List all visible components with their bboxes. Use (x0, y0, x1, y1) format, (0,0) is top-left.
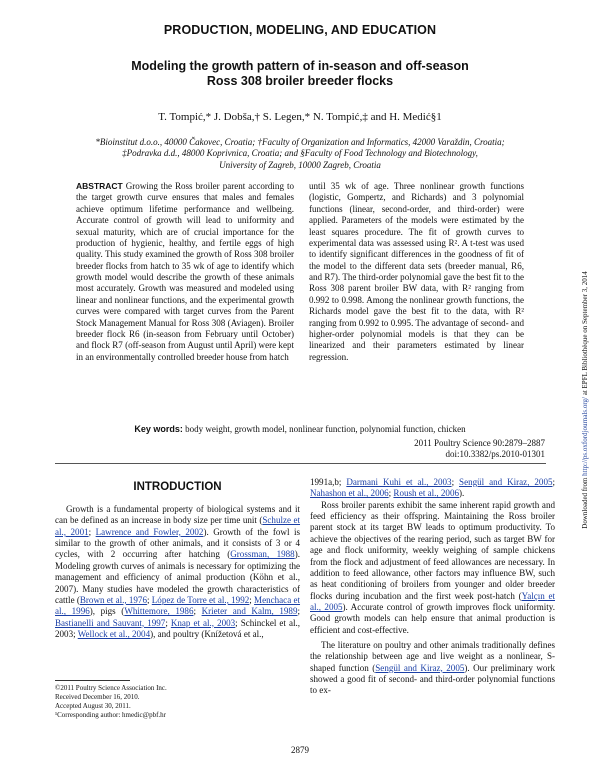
author-list: T. Tompić,* J. Dobša,† S. Legen,* N. Tompić,‡ and H. Medić§1 (158, 111, 442, 123)
download-link[interactable]: http://ps.oxfordjournals.org/ (581, 397, 589, 476)
reference-link[interactable]: Roush et al., 2006 (393, 488, 460, 499)
body-column-left (55, 504, 300, 640)
keywords-line (70, 424, 530, 434)
body-text: ), and poultry (Knížetová et al., (150, 628, 264, 639)
reference-link[interactable]: Whittemore, 1986 (124, 606, 194, 617)
reference-link[interactable]: Lawrence and Fowler, 2002 (95, 526, 204, 537)
reference-link[interactable]: Wellock et al., 2004 (77, 628, 151, 639)
body-text: The literature on poultry and other animals traditionally defines the relationship between age and live weight as a nonlinear, S-shaped function ( (310, 640, 555, 673)
affiliation-line: *Bioinstitut d.o.o., 40000 Čakovec, Croatia; †Faculty of Organization and Informatics, 42000 Varaždin, Croatia; (95, 137, 505, 147)
title-line-2: Ross 308 broiler breeder flocks (206, 74, 394, 88)
reference-link[interactable]: Knap et al., 2003 (170, 617, 236, 628)
intro-paragraph-2 (310, 500, 555, 636)
abstract-right-column: until 35 wk of age. Three nonlinear growth functions (logistic, Gompertz, and Richards) and 3 polynomial functions (linear, second-order, and third-order) were applied. Parameters of the models were estimated by the least squares procedure. The fit of growth curves to experimental data was assessed using R². A t-test was used to identify significant differences in the goodness of fit of the model to the different data sets (breeder manual, R6, and R7). The third-order polynomial gave the best fit to the Ross 308 parent broiler BW data, with R² ranging from 0.992 to 0.998. Among the nonlinear growth functions, the Richards model gave the best fit to the data, with R² ranging from 0.992 to 0.995. The advantage of second- and higher-order polynomial models is that they can be linearized and their parameters estimated by linear regression. (309, 181, 524, 362)
reference-link[interactable]: Krieter and Kalm, 1989 (201, 606, 298, 617)
body-text: ). Our preliminary work showed a good fit of second- and third-order polynomial functions to ex- (310, 662, 555, 696)
body-text: Ross broiler parents exhibit the same inherent rapid growth and feed efficiency as their offspring. Maintaining the Ross broiler parent stock at its target BW leads to optimum productivity. To achieve the objectives of the rearing period, such as target BW for age and flock uniformity, weekly weighing of sample chickens from the flock and adjustment of feed allowances are necessary. In addition to feed allowance, other factors may influence BW, such as heat conditioning of broilers from younger and older breeder flocks during incubation and the first week post-hatch ( (310, 499, 555, 601)
reference-link[interactable]: Yalçın et al., 2005 (310, 590, 555, 612)
body-text: ; (88, 526, 96, 537)
abstract-left-column (76, 181, 294, 363)
footnote-received: Received December 16, 2010. (55, 693, 140, 701)
footnote-copyright: ©2011 Poultry Science Association Inc. (55, 684, 167, 692)
keywords-text: body weight, growth model, nonlinear function, polynomial function, chicken (185, 424, 466, 434)
body-text: ; (552, 477, 556, 487)
intro-paragraph-1 (55, 504, 300, 640)
body-text: Growth is a fundamental property of biological systems and it can be defined as an increase in body size per time unit ( (55, 504, 300, 526)
body-text: ; (249, 594, 255, 605)
reference-link[interactable]: Schulze et al., 2001 (55, 515, 301, 537)
reference-link[interactable]: Menchaca et al., 1996 (55, 594, 301, 617)
body-text: ; (146, 594, 152, 605)
body-text: 1991a,b; (310, 477, 347, 487)
keywords-label: Key words: (134, 424, 183, 434)
reference-link[interactable]: Sengül and Kiraz, 2005 (375, 662, 465, 673)
body-column-right (310, 477, 555, 697)
citation-doi: doi:10.3382/ps.2010-01301 (445, 449, 545, 460)
body-text: ). Accurate control of growth improves flock uniformity. Good growth models can help ensure that animal production is efficient and cost-effective. (310, 601, 555, 635)
affiliations (80, 137, 520, 171)
affiliation-line: University of Zagreb, 10000 Zagreb, Croatia (219, 159, 381, 170)
download-notice (581, 271, 589, 528)
reference-link[interactable]: Nahashon et al., 2006 (310, 488, 389, 499)
body-text: ; (165, 617, 171, 628)
body-text: ; (451, 477, 460, 487)
footnote-corresponding: ¹Corresponding author: hmedic@pbf.hr (55, 711, 166, 719)
body-text: ; (193, 606, 202, 617)
reference-link[interactable]: Darmani Kuhi et al., 2003 (346, 477, 452, 487)
reference-link[interactable]: López de Torre et al., 1992 (151, 594, 250, 605)
download-sidebar (579, 180, 591, 620)
body-text: ). Growth of the fowl is similar to the growth of other animals, and it consists of 3 or 4 cycles, with 2 occurring after hatching ( (55, 526, 300, 560)
header-divider (55, 463, 546, 464)
citation-block (380, 438, 545, 461)
page-number: 2879 (291, 745, 309, 755)
citation-journal: 2011 Poultry Science 90:2879–2887 (414, 438, 545, 448)
intro-paragraph-3 (310, 640, 555, 697)
reference-link[interactable]: Bastianelli and Sauvant, 1997 (55, 617, 166, 628)
body-text: ). Modeling growth curves of animals is necessary for optimizing the management and efficiency of animal production (Köhn et al., 2007). Many studies have modeled the growth characteristics of cattle ( (55, 549, 300, 605)
reference-link[interactable]: Brown et al., 1976 (79, 594, 147, 605)
intro-paragraph-1-cont (310, 477, 555, 500)
title-line-1: Modeling the growth pattern of in-season and off-season (131, 59, 469, 73)
download-prefix: Downloaded from (581, 475, 589, 529)
article-title (60, 59, 540, 89)
body-text: ), pigs ( (89, 606, 125, 617)
introduction-heading: INTRODUCTION (133, 481, 222, 493)
abstract-label: ABSTRACT (76, 181, 123, 191)
footnotes (55, 684, 295, 720)
body-text: ; (297, 606, 300, 617)
footnote-divider (55, 680, 130, 681)
footnote-accepted: Accepted August 30, 2011. (55, 702, 131, 710)
reference-link[interactable]: Sengül and Kiraz, 2005 (459, 477, 553, 487)
body-text: ). (459, 488, 465, 499)
affiliation-line: ‡Podravka d.d., 48000 Koprivnica, Croatia; and §Faculty of Food Technology and Biotechnology, (122, 148, 478, 159)
body-text: ; Schinckel et al., 2003; (55, 617, 300, 639)
section-header: PRODUCTION, MODELING, AND EDUCATION (163, 23, 437, 37)
body-text: ; (388, 488, 394, 499)
abstract-text-left: Growing the Ross broiler parent according to the target growth curve ensures that males and females achieve optimum lifetime performance and wellbeing. Accurate control of growth will lead to uniformity and sexual maturity, which are of crucial importance for the production of hygienic, healthy, and fertile eggs of high quality. This study examined the growth of Ross 308 broiler breeder flocks from hatch to 35 wk of age to identify which growth model would describe the growth of these animals most accurately. Growth was measured and modeled using linear and nonlinear functions, and the experimental growth curves were compared with target curves from the Parent Stock Management Manual for Ross 308 (Aviagen). Broiler breeder flock R6 (in-season from February until October) and flock R7 (off-season from August until April) were kept in an environmentally controlled breeder house from hatch (76, 181, 295, 362)
reference-link[interactable]: Grossman, 1988 (230, 549, 295, 560)
download-suffix: at EPFL Bibliothèque on September 3, 2014 (581, 271, 589, 398)
